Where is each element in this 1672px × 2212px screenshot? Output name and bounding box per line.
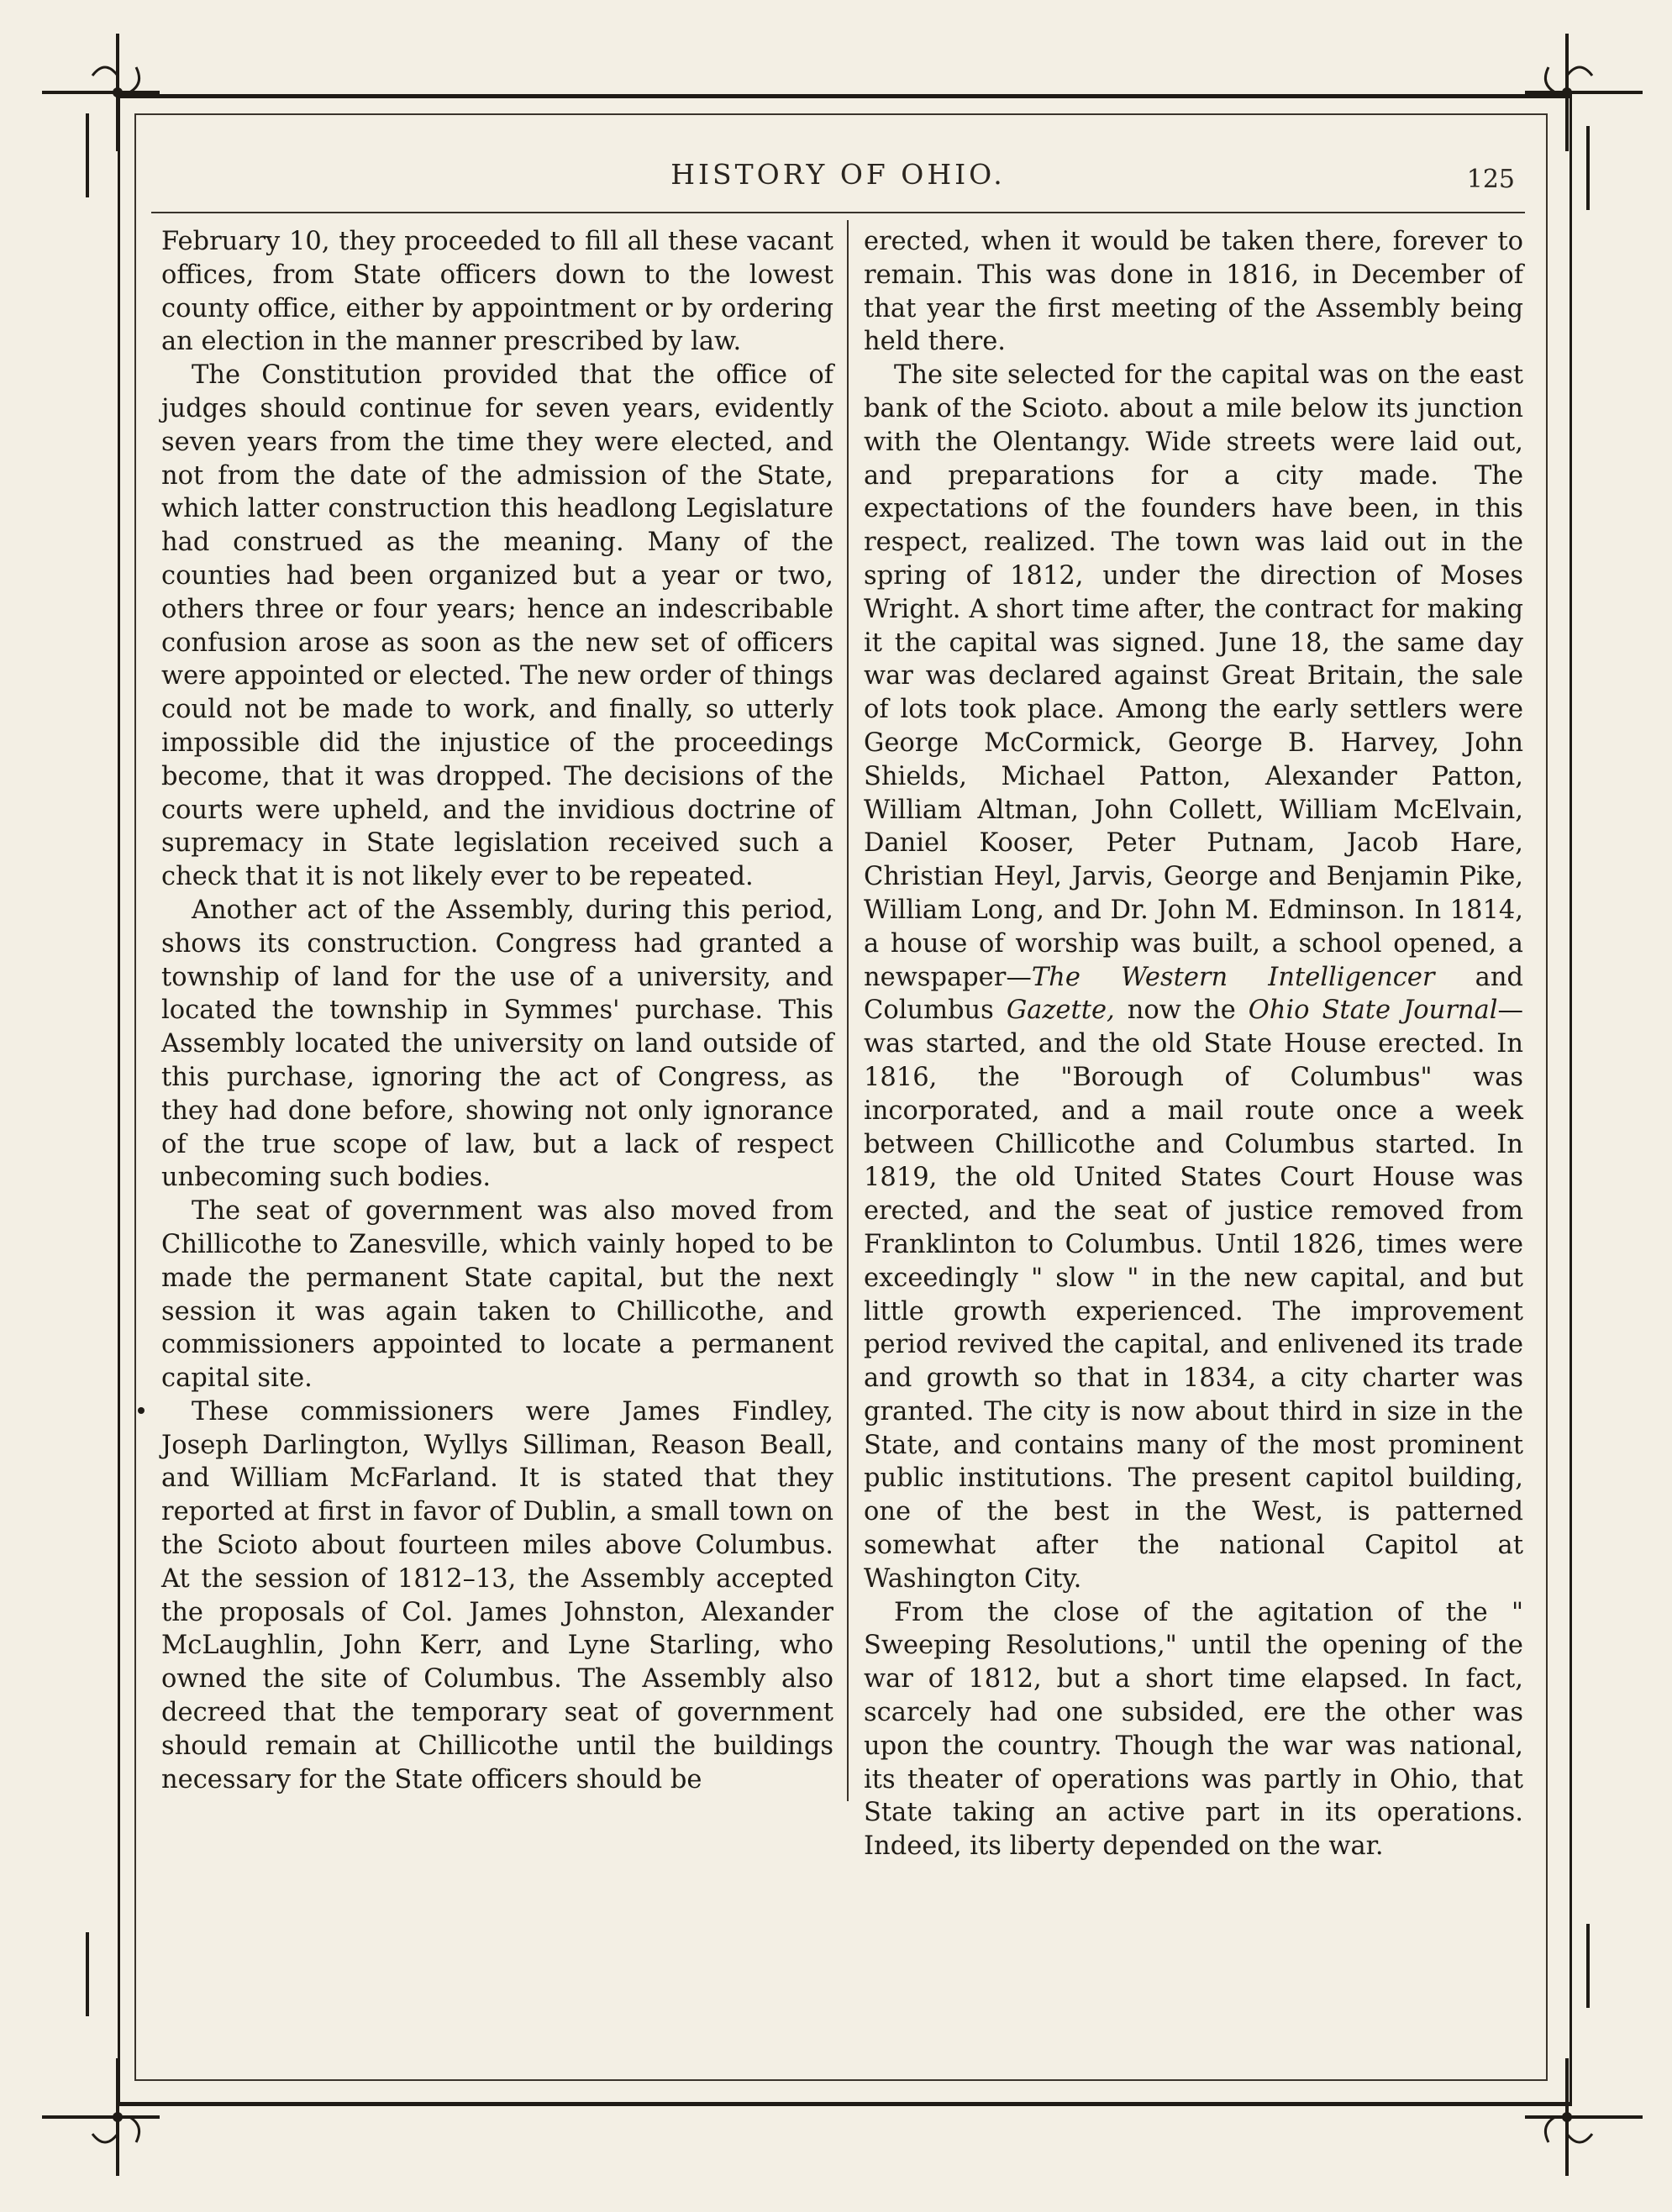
margin-dot	[138, 1407, 145, 1414]
running-title: HISTORY OF OHIO.	[670, 158, 1006, 191]
page-number: 125	[1466, 165, 1515, 194]
paragraph	[161, 1395, 833, 1797]
paragraph	[864, 359, 1523, 1595]
side-flourish-right-bottom	[1586, 1924, 1590, 2008]
paragraph: Another act of the Assembly, during this period, shows its construction. Congress had granted a township of land for the use of a university, and located the township in Symmes' purchase. This Assembly located the university on land outside of this purchase, ignoring the act of Congress, as they had done before, showing not only ignorance of the true scope of law, but a lack of respect unbecoming such bodies.	[161, 895, 833, 1193]
newspaper-title: Gazette,	[1006, 996, 1115, 1026]
paragraph-text: These commissioners were James Findley, Joseph Darlington, Wyllys Silliman, Reason Beall, and William McFarland. It is stated that they reported at first in favor of Dublin, a small town on the Scioto about fourteen miles above Columbus. At the session of 1812–13, the Assembly accepted the proposals of Col. James Johnston, Alexander McLaughlin, John Kerr, and Lyne Starling, who owned the site of Columbus. The Assembly also decreed that the temporary seat of government should remain at Chillicothe until the buildings necessary for the State officers should be	[161, 1396, 833, 1794]
paragraph-text: The site selected for the capital was on the east bank of the Scioto. about a mile below its junction with the Olentangy. Wide streets were laid out, and preparations for a city made. The expectations of the founders have been, in this respect, realized. The town was laid out in the spring of 1812, under the direction of Moses Wright. A short time after, the contract for making it the capital was signed. June 18, the same day war was declared against Great Britain, the sale of lots took place. Among the early settlers were George McCormick, George B. Harvey, John Shields, Michael Patton, Alexander Patton, William Altman, John Collett, William McElvain, Daniel Kooser, Peter Putnam, Jacob Hare, Christian Heyl, Jarvis, George and Benjamin Pike, William Long, and Dr. John M. Edminson. In 1814, a house of worship was built, a school opened, a newspaper—	[864, 360, 1523, 992]
paragraph: From the close of the agitation of the " Sweeping Resolutions," until the opening of the war of 1812, but a short time elapsed. In fact, scarcely had one subsided, ere the other was upon the country. Though the war was national, its theater of operations was partly in Ohio, that State taking an active part in its operations. Indeed, its liberty depended on the war.	[864, 1597, 1523, 1862]
left-column	[161, 225, 833, 1796]
corner-ornament-bottom-right	[1525, 2058, 1643, 2176]
column-divider	[847, 220, 849, 1801]
corner-ornament-bottom-left	[42, 2058, 160, 2176]
paragraph: erected, when it would be taken there, forever to remain. This was done in 1816, in December of that year the first meeting of the Assembly being held there.	[864, 227, 1523, 357]
running-head	[151, 153, 1525, 213]
paragraph: February 10, they proceeded to fill all these vacant offices, from State officers down to the lowest county office, either by appointment or by ordering an election in the manner prescribed by law.	[161, 227, 833, 357]
corner-ornament-top-right	[1525, 34, 1643, 151]
newspaper-title: Ohio State Journal	[1248, 996, 1498, 1026]
corner-ornament-top-left	[42, 34, 160, 151]
paragraph-text: and Columbus	[864, 962, 1523, 1026]
side-flourish-left-top	[86, 113, 89, 197]
side-flourish-right-top	[1586, 126, 1590, 210]
side-flourish-left-bottom	[86, 1932, 89, 2016]
newspaper-title: The Western Intelligencer	[1031, 962, 1435, 992]
right-column	[864, 225, 1523, 1863]
paragraph-text: —was started, and the old State House erected. In 1816, the "Borough of Columbus" was incorporated, and a mail route once a week between Chillicothe and Columbus started. In 1819, the old United States Court House was erected, and the seat of justice removed from Franklinton to Columbus. Until 1826, times were exceedingly " slow " in the new capital, and but little growth experienced. The improvement period revived the capital, and enlivened its trade and growth so that in 1834, a city charter was granted. The city is now about third in size in the State, and contains many of the most prominent public institutions. The present capitol building, one of the best in the West, is patterned somewhat after the national Capitol at Washington City.	[864, 996, 1523, 1594]
paragraph: The seat of government was also moved from Chillicothe to Zanesville, which vainly hoped to be made the permanent State capital, but the next session it was again taken to Chillicothe, and commissioners appointed to locate a permanent capital site.	[161, 1196, 833, 1394]
paragraph-text: now the	[1114, 996, 1249, 1026]
paragraph: The Constitution provided that the office of judges should continue for seven years, evidently seven years from the time they were elected, and not from the date of the admission of the State, which latter construction this headlong Legislature had construed as the meaning. Many of the counties had been organized but a year or two, others three or four years; hence an indescribable confusion arose as soon as the new set of officers were appointed or elected. The new order of things could not be made to work, and finally, so utterly impossible did the injustice of the proceedings become, that it was dropped. The decisions of the courts were upheld, and the invidious doctrine of supremacy in State legislation received such a check that it is not likely ever to be repeated.	[161, 360, 833, 892]
